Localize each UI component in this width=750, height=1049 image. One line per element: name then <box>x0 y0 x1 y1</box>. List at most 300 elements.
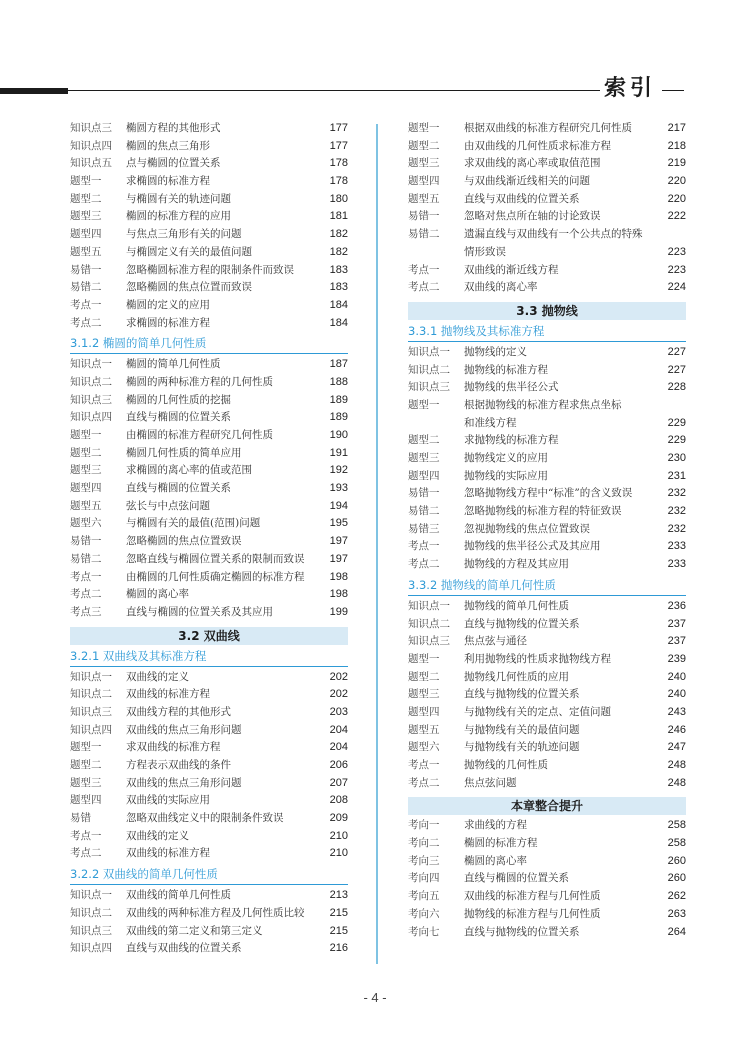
entry-category: 考点一 <box>70 570 102 583</box>
entry-title: 椭圆的离心率 <box>464 854 527 867</box>
entry-title: 双曲线的定义 <box>126 670 189 683</box>
entry-title: 忽略双曲线定义中的限制条件致误 <box>126 812 284 825</box>
entry-title: 求椭圆的标准方程 <box>126 316 210 329</box>
index-entry[interactable] <box>70 845 348 863</box>
entry-page: 222 <box>667 210 686 223</box>
index-entry[interactable] <box>408 704 686 722</box>
entry-category: 考向五 <box>408 890 440 903</box>
entry-title: 求双曲线的标准方程 <box>126 741 221 754</box>
index-entry[interactable] <box>408 208 686 226</box>
entry-page: 240 <box>667 688 686 701</box>
index-entry[interactable] <box>70 887 348 905</box>
index-entry[interactable] <box>70 392 348 410</box>
entry-category: 题型三 <box>70 464 102 477</box>
entry-category: 考向六 <box>408 907 440 920</box>
entry-title: 抛物线的焦半径公式及其应用 <box>464 540 601 553</box>
index-column-right <box>408 120 686 941</box>
entry-title: 由双曲线的几何性质求标准方程 <box>464 139 611 152</box>
entry-title: 焦点弦与通径 <box>464 635 527 648</box>
entry-page: 187 <box>329 358 348 371</box>
index-entry[interactable] <box>408 191 686 209</box>
entry-title: 与抛物线有关的最值问题 <box>464 723 580 736</box>
entry-page: 233 <box>667 540 686 553</box>
index-entry[interactable] <box>408 432 686 450</box>
entry-title: 双曲线的标准方程与几何性质 <box>464 890 601 903</box>
entry-category: 题型四 <box>408 175 440 188</box>
header-rule-tail <box>662 90 684 91</box>
entry-category: 知识点二 <box>408 363 450 376</box>
entry-title: 忽视抛物线的焦点位置致误 <box>464 522 590 535</box>
entry-title: 抛物线定义的应用 <box>464 452 548 464</box>
entry-page: 260 <box>667 872 686 885</box>
index-entry[interactable] <box>70 515 348 533</box>
entry-category: 考向四 <box>408 872 440 885</box>
entry-page: 237 <box>667 635 686 648</box>
entry-title: 直线与椭圆的位置关系 <box>464 872 569 885</box>
entry-title: 利用抛物线的性质求抛物线方程 <box>464 652 611 665</box>
entry-category: 题型二 <box>70 192 102 205</box>
entry-page: 197 <box>329 535 348 548</box>
index-entry[interactable] <box>70 480 348 498</box>
index-entry[interactable] <box>70 722 348 740</box>
index-entry[interactable] <box>70 409 348 427</box>
entry-category: 考点一 <box>408 540 440 553</box>
index-entry[interactable] <box>70 757 348 775</box>
entry-category: 题型二 <box>408 434 440 447</box>
entry-title: 直线与双曲线的位置关系 <box>126 942 242 955</box>
entry-title: 椭圆方程的其他形式 <box>126 122 221 134</box>
entry-category: 知识点二 <box>70 688 112 701</box>
index-entry[interactable] <box>70 775 348 793</box>
entry-title: 双曲线的第二定义和第三定义 <box>126 924 263 937</box>
entry-page: 202 <box>329 670 348 683</box>
entry-page: 260 <box>667 854 686 867</box>
index-entry[interactable] <box>70 604 348 622</box>
entry-page: 229 <box>667 434 686 447</box>
index-entry[interactable] <box>408 669 686 687</box>
entry-page: 197 <box>329 552 348 565</box>
index-entry[interactable] <box>70 704 348 722</box>
index-entry[interactable] <box>70 427 348 445</box>
entry-category: 题型六 <box>70 517 102 530</box>
index-entry[interactable] <box>70 138 348 156</box>
entry-title: 求抛物线的标准方程 <box>464 434 559 447</box>
entry-page: 247 <box>667 741 686 754</box>
index-entry[interactable] <box>70 226 348 244</box>
index-entry[interactable] <box>70 940 348 958</box>
index-entry[interactable] <box>408 344 686 362</box>
index-entry[interactable] <box>408 556 686 574</box>
index-entry[interactable] <box>408 379 686 397</box>
entry-title: 双曲线的实际应用 <box>126 794 210 807</box>
entry-category: 题型一 <box>408 652 440 665</box>
index-column-left <box>70 120 348 958</box>
entry-page: 217 <box>667 122 686 134</box>
section-heading: 3.2 双曲线 <box>70 627 348 645</box>
index-entry[interactable] <box>70 739 348 757</box>
entry-page: 232 <box>667 487 686 500</box>
entry-category: 知识点二 <box>70 375 112 388</box>
entry-title: 与抛物线有关的轨迹问题 <box>464 741 580 754</box>
entry-page: 181 <box>329 210 348 223</box>
entry-category: 知识点四 <box>70 723 112 736</box>
index-entry[interactable] <box>408 521 686 539</box>
entry-category: 知识点三 <box>408 381 450 394</box>
entry-title: 抛物线的实际应用 <box>464 469 548 482</box>
entry-category: 知识点二 <box>70 906 112 919</box>
entry-page: 202 <box>329 688 348 701</box>
subsection-heading[interactable]: 3.2.2 双曲线的简单几何性质 <box>70 865 348 885</box>
entry-title: 忽略椭圆的焦点位置而致误 <box>126 281 252 294</box>
index-entry[interactable] <box>408 835 686 853</box>
index-entry[interactable] <box>408 485 686 503</box>
index-entry[interactable] <box>408 888 686 906</box>
entry-page: 216 <box>329 942 348 955</box>
index-entry[interactable] <box>408 450 686 468</box>
index-entry[interactable] <box>408 870 686 888</box>
entry-title: 双曲线的定义 <box>126 829 189 842</box>
index-entry[interactable] <box>70 923 348 941</box>
entry-page: 178 <box>329 175 348 188</box>
entry-category: 考点二 <box>70 847 102 860</box>
entry-category: 题型五 <box>70 499 102 512</box>
entry-title: 忽略对焦点所在轴的讨论致误 <box>464 210 601 223</box>
entry-page: 190 <box>329 429 348 441</box>
entry-category: 易错二 <box>408 505 440 518</box>
entry-category: 题型六 <box>408 741 440 754</box>
entry-category: 考向三 <box>408 854 440 867</box>
index-entry[interactable] <box>70 120 348 138</box>
entry-page: 239 <box>667 652 686 665</box>
entry-category: 题型一 <box>70 175 102 188</box>
entry-title: 弦长与中点弦问题 <box>126 499 210 512</box>
index-entry[interactable] <box>70 155 348 173</box>
entry-title: 与椭圆有关的最值(范围)问题 <box>126 517 261 530</box>
entry-page: 199 <box>329 605 348 618</box>
entry-category: 知识点四 <box>70 411 112 424</box>
index-entry[interactable] <box>70 297 348 315</box>
index-entry[interactable] <box>408 739 686 757</box>
entry-category: 题型三 <box>408 688 440 701</box>
entry-category: 易错 <box>70 812 91 825</box>
index-entry[interactable] <box>408 120 686 138</box>
index-entry[interactable] <box>408 924 686 942</box>
index-entry[interactable] <box>408 651 686 669</box>
index-entry[interactable] <box>70 356 348 374</box>
entry-category: 知识点三 <box>70 705 112 718</box>
entry-title: 直线与椭圆的位置关系及其应用 <box>126 605 273 618</box>
entry-category: 知识点四 <box>70 942 112 955</box>
index-entry[interactable] <box>408 775 686 793</box>
entry-title: 椭圆的定义的应用 <box>126 298 210 311</box>
entry-title: 求曲线的方程 <box>464 819 527 832</box>
index-entry[interactable] <box>408 138 686 156</box>
entry-title: 椭圆几何性质的简单应用 <box>126 446 242 459</box>
index-entry-continuation[interactable] <box>408 244 686 262</box>
entry-title: 忽略抛物线方程中“标准”的含义致误 <box>464 487 633 500</box>
entry-page: 183 <box>329 281 348 294</box>
entry-page: 228 <box>667 381 686 394</box>
entry-page: 219 <box>667 157 686 170</box>
entry-page: 209 <box>329 812 348 825</box>
entry-title: 与抛物线有关的定点、定值问题 <box>464 705 611 718</box>
entry-category: 题型一 <box>70 741 102 754</box>
entry-category: 易错一 <box>408 487 440 500</box>
entry-page: 248 <box>667 776 686 789</box>
index-entry[interactable] <box>408 906 686 924</box>
index-entry[interactable] <box>70 191 348 209</box>
entry-category: 易错一 <box>70 535 102 548</box>
index-entry[interactable] <box>408 362 686 380</box>
entry-page: 203 <box>329 705 348 718</box>
entry-category: 题型三 <box>70 776 102 789</box>
entry-category: 题型五 <box>408 723 440 736</box>
entry-page <box>652 226 686 244</box>
entry-page: 177 <box>329 139 348 152</box>
header-rule <box>68 90 600 91</box>
entry-page: 194 <box>329 499 348 512</box>
entry-title: 双曲线的简单几何性质 <box>126 889 231 902</box>
entry-page: 264 <box>667 925 686 938</box>
entry-category: 题型五 <box>408 192 440 205</box>
index-entry[interactable] <box>408 262 686 280</box>
entry-category: 易错一 <box>70 263 102 276</box>
index-entry[interactable] <box>70 462 348 480</box>
entry-category: 题型二 <box>70 759 102 771</box>
index-entry[interactable] <box>408 686 686 704</box>
entry-title: 根据抛物线的标准方程求焦点坐标 <box>464 398 622 411</box>
entry-title: 椭圆的几何性质的挖掘 <box>126 393 231 406</box>
entry-page: 248 <box>667 759 686 771</box>
entry-category: 知识点五 <box>70 157 112 170</box>
index-entry[interactable] <box>70 810 348 828</box>
entry-page: 232 <box>667 505 686 518</box>
entry-page: 183 <box>329 263 348 276</box>
entry-title: 直线与椭圆的位置关系 <box>126 482 231 495</box>
entry-page: 263 <box>667 907 686 920</box>
entry-title: 椭圆的标准方程 <box>464 837 538 850</box>
entry-category: 题型一 <box>70 429 102 441</box>
index-entry[interactable] <box>408 633 686 651</box>
entry-category: 题型二 <box>408 139 440 152</box>
entry-title: 忽略直线与椭圆位置关系的限制而致误 <box>126 552 305 565</box>
index-entry[interactable] <box>70 173 348 191</box>
entry-title: 与椭圆定义有关的最值问题 <box>126 245 252 258</box>
entry-page: 177 <box>329 122 348 134</box>
entry-category: 考向二 <box>408 837 440 850</box>
index-entry[interactable] <box>408 598 686 616</box>
entry-category: 易错一 <box>408 210 440 223</box>
entry-page: 207 <box>329 776 348 789</box>
entry-title: 抛物线的方程及其应用 <box>464 558 569 571</box>
entry-category: 知识点三 <box>408 635 450 648</box>
entry-title: 椭圆的焦点三角形 <box>126 139 210 152</box>
entry-title: 与焦点三角形有关的问题 <box>126 228 242 241</box>
entry-page: 189 <box>329 411 348 424</box>
index-entry[interactable] <box>70 586 348 604</box>
entry-title: 椭圆的简单几何性质 <box>126 358 221 371</box>
entry-category: 题型一 <box>408 122 440 134</box>
entry-page <box>652 397 686 415</box>
entry-category: 题型四 <box>70 228 102 241</box>
entry-page: 184 <box>329 316 348 329</box>
index-entry[interactable] <box>408 757 686 775</box>
entry-page: 192 <box>329 464 348 477</box>
entry-title: 和准线方程 <box>464 416 517 429</box>
subsection-heading[interactable]: 3.3.2 抛物线的简单几何性质 <box>408 576 686 596</box>
entry-title: 方程表示双曲线的条件 <box>126 759 231 771</box>
section-heading: 本章整合提升 <box>408 797 686 815</box>
entry-category: 题型四 <box>70 482 102 495</box>
entry-page: 220 <box>667 192 686 205</box>
entry-page: 227 <box>667 363 686 376</box>
entry-title: 与椭圆有关的轨迹问题 <box>126 192 231 205</box>
entry-page: 178 <box>329 157 348 170</box>
entry-title: 直线与椭圆的位置关系 <box>126 411 231 424</box>
entry-category: 题型二 <box>408 670 440 683</box>
entry-title: 双曲线的标准方程 <box>126 847 210 860</box>
entry-category: 题型三 <box>408 452 440 464</box>
index-entry[interactable] <box>70 244 348 262</box>
entry-category: 考点二 <box>408 776 440 789</box>
entry-page: 223 <box>667 263 686 276</box>
entry-title: 忽略椭圆的焦点位置致误 <box>126 535 242 548</box>
entry-category: 知识点一 <box>70 889 112 902</box>
entry-page: 191 <box>329 446 348 459</box>
entry-category: 考点一 <box>408 759 440 771</box>
column-divider <box>376 124 378 964</box>
entry-page: 184 <box>329 298 348 311</box>
index-entry[interactable] <box>70 569 348 587</box>
entry-page: 213 <box>329 889 348 902</box>
index-entry[interactable] <box>70 669 348 687</box>
entry-category: 易错二 <box>70 281 102 294</box>
entry-category: 题型五 <box>70 245 102 258</box>
entry-title: 抛物线几何性质的应用 <box>464 670 569 683</box>
page-number: - 4 - <box>363 990 387 1005</box>
entry-category: 考点二 <box>408 558 440 571</box>
entry-page: 195 <box>329 517 348 530</box>
index-entry[interactable] <box>70 686 348 704</box>
entry-title: 求椭圆的标准方程 <box>126 175 210 188</box>
index-entry[interactable] <box>70 262 348 280</box>
entry-title: 抛物线的焦半径公式 <box>464 381 559 394</box>
entry-title: 直线与抛物线的位置关系 <box>464 617 580 630</box>
entry-page: 189 <box>329 393 348 406</box>
index-entry[interactable] <box>70 551 348 569</box>
entry-page: 180 <box>329 192 348 205</box>
index-entry[interactable] <box>70 905 348 923</box>
entry-page: 237 <box>667 617 686 630</box>
entry-title: 抛物线的标准方程 <box>464 363 548 376</box>
entry-page: 198 <box>329 588 348 601</box>
entry-title: 由椭圆的标准方程研究几何性质 <box>126 429 273 441</box>
entry-title: 直线与抛物线的位置关系 <box>464 688 580 701</box>
entry-page: 204 <box>329 741 348 754</box>
entry-page: 246 <box>667 723 686 736</box>
index-entry[interactable] <box>408 226 686 244</box>
index-entry[interactable] <box>408 616 686 634</box>
entry-page: 258 <box>667 819 686 832</box>
entry-title: 双曲线的标准方程 <box>126 688 210 701</box>
subsection-heading[interactable]: 3.1.2 椭圆的简单几何性质 <box>70 334 348 354</box>
entry-category: 知识点一 <box>408 599 450 612</box>
index-entry[interactable] <box>70 792 348 810</box>
entry-category: 题型四 <box>70 794 102 807</box>
entry-title: 由椭圆的几何性质确定椭圆的标准方程 <box>126 570 305 583</box>
entry-title: 抛物线的简单几何性质 <box>464 599 569 612</box>
entry-page: 210 <box>329 847 348 860</box>
index-entry[interactable] <box>408 397 686 415</box>
entry-title: 抛物线的定义 <box>464 345 527 358</box>
entry-category: 题型三 <box>70 210 102 223</box>
entry-title: 抛物线的标准方程与几何性质 <box>464 907 601 920</box>
section-heading: 3.3 抛物线 <box>408 302 686 320</box>
entry-category: 题型三 <box>408 157 440 170</box>
entry-page: 208 <box>329 794 348 807</box>
entry-page: 220 <box>667 175 686 188</box>
entry-title: 与双曲线渐近线相关的问题 <box>464 175 590 188</box>
entry-page: 218 <box>667 139 686 152</box>
index-entry[interactable] <box>70 208 348 226</box>
entry-title: 双曲线方程的其他形式 <box>126 705 231 718</box>
index-entry[interactable] <box>408 155 686 173</box>
index-entry[interactable] <box>408 722 686 740</box>
entry-category: 易错二 <box>408 228 440 241</box>
entry-title: 双曲线的渐近线方程 <box>464 263 559 276</box>
entry-category: 题型一 <box>408 398 440 411</box>
entry-category: 知识点三 <box>70 924 112 937</box>
subsection-heading[interactable]: 3.2.1 双曲线及其标准方程 <box>70 647 348 667</box>
entry-category: 知识点三 <box>70 122 112 134</box>
entry-page: 182 <box>329 245 348 258</box>
index-entry[interactable] <box>70 279 348 297</box>
entry-title: 椭圆的两种标准方程的几何性质 <box>126 375 273 388</box>
entry-title: 求椭圆的离心率的值或范围 <box>126 464 252 477</box>
index-entry[interactable] <box>408 279 686 297</box>
index-entry[interactable] <box>70 374 348 392</box>
entry-page: 204 <box>329 723 348 736</box>
subsection-heading[interactable]: 3.3.1 抛物线及其标准方程 <box>408 322 686 342</box>
entry-page: 262 <box>667 890 686 903</box>
entry-page: 215 <box>329 906 348 919</box>
index-entry[interactable] <box>70 828 348 846</box>
index-entry[interactable] <box>70 533 348 551</box>
index-entry[interactable] <box>70 445 348 463</box>
index-entry[interactable] <box>408 468 686 486</box>
index-entry[interactable] <box>408 538 686 556</box>
entry-category: 考点一 <box>70 298 102 311</box>
index-entry[interactable] <box>408 503 686 521</box>
entry-page: 227 <box>667 345 686 358</box>
entry-category: 题型四 <box>408 469 440 482</box>
index-entry[interactable] <box>70 498 348 516</box>
entry-page: 188 <box>329 375 348 388</box>
entry-category: 考点一 <box>408 263 440 276</box>
entry-title: 求双曲线的离心率或取值范围 <box>464 157 601 170</box>
entry-page: 243 <box>667 705 686 718</box>
index-entry[interactable] <box>408 173 686 191</box>
index-entry[interactable] <box>70 315 348 333</box>
entry-page: 231 <box>667 469 686 482</box>
entry-category: 考点二 <box>408 281 440 294</box>
entry-category: 考点二 <box>70 588 102 601</box>
index-entry-continuation[interactable] <box>408 415 686 433</box>
index-entry[interactable] <box>408 853 686 871</box>
index-entry[interactable] <box>408 817 686 835</box>
entry-category: 考点一 <box>70 829 102 842</box>
page-title: 索引 <box>604 76 657 101</box>
